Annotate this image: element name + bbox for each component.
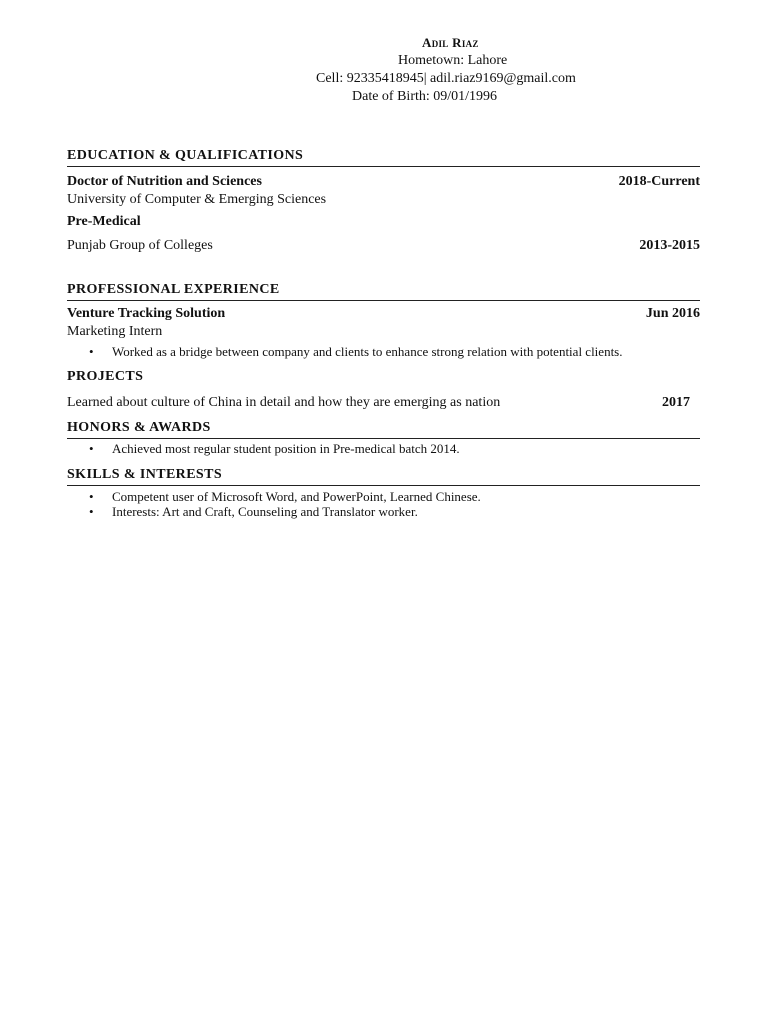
project-date: 2017 [662,395,690,410]
skills-bullets [67,489,481,519]
school-2-name: Punjab Group of Colleges [67,238,213,253]
education-heading: EDUCATION & QUALIFICATIONS [67,148,304,163]
experience-divider [67,300,700,301]
project-description: Learned about culture of China in detail and how they are emerging as nation [67,395,501,410]
contact-line: Cell: 92335418945| adil.riaz9169@gmail.com [316,71,576,86]
education-divider [67,166,700,167]
degree-1-title: Doctor of Nutrition and Sciences [67,174,262,189]
skills-heading: SKILLS & INTERESTS [67,467,223,482]
list-item: • Interests: Art and Craft, Counseling and Translator worker. [67,504,481,519]
dob-line: Date of Birth: 09/01/1996 [352,89,498,104]
job-role: Marketing Intern [67,324,163,339]
projects-heading: PROJECTS [67,369,144,384]
skills-divider [67,485,700,486]
degree-2-date: 2013-2015 [639,238,700,253]
hometown-line: Hometown: Lahore [398,53,508,68]
honors-heading: HONORS & AWARDS [67,420,211,435]
school-1-name: University of Computer & Emerging Sciences [67,192,327,207]
experience-heading: PROFESSIONAL EXPERIENCE [67,282,280,297]
company-name: Venture Tracking Solution [67,306,226,321]
candidate-name: Adil Riaz [422,35,479,50]
honors-bullets [67,441,460,456]
experience-date: Jun 2016 [645,306,700,321]
degree-1-date: 2018-Current [618,174,700,189]
experience-bullets [67,344,623,359]
list-item: • Worked as a bridge between company and clients to enhance strong relation with potential clients. [67,344,623,359]
honors-divider [67,438,700,439]
list-item: • Achieved most regular student position in Pre-medical batch 2014. [67,441,460,456]
degree-2-title: Pre-Medical [67,214,141,229]
list-item: • Competent user of Microsoft Word, and PowerPoint, Learned Chinese. [67,489,481,504]
